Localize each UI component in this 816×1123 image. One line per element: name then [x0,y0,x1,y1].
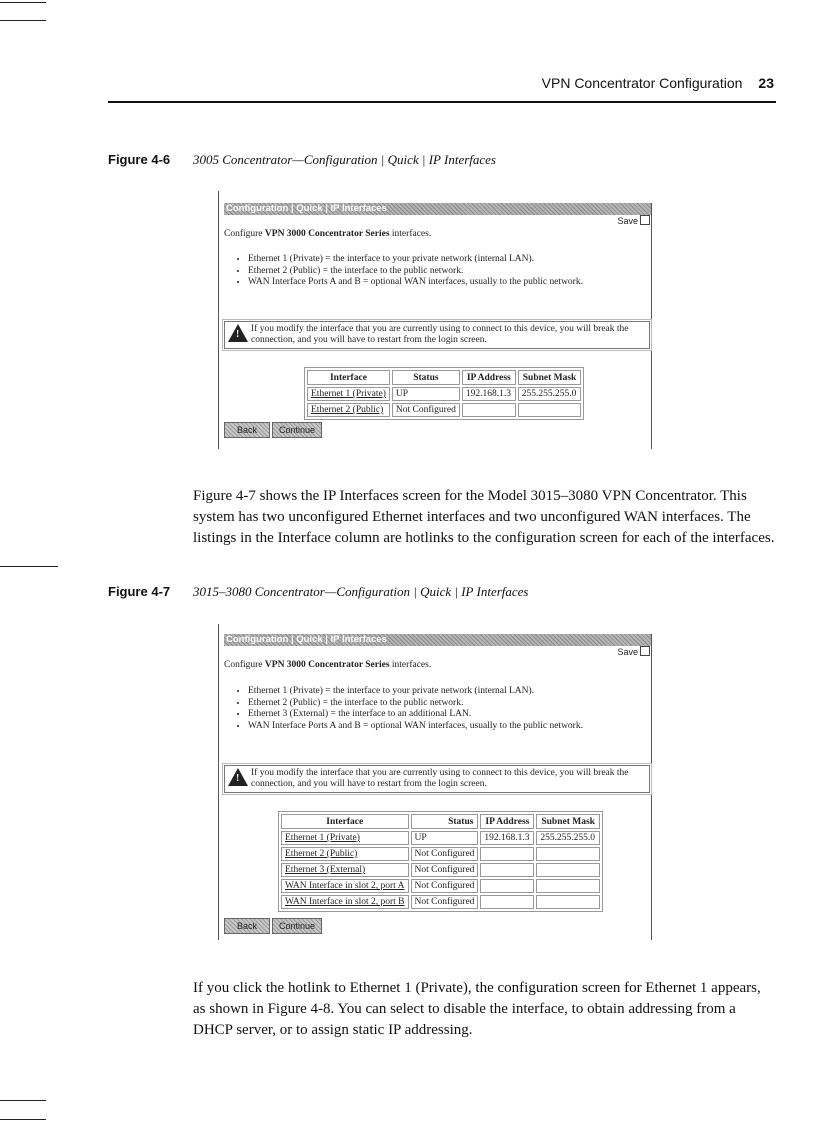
warning-box [224,321,650,349]
intro-text [224,660,431,670]
table-row [307,403,581,417]
table-row [281,847,600,861]
interface-link[interactable]: Ethernet 1 (Private) [307,387,390,401]
list-item: • Ethernet 2 (Public) = the interface to the public network. [248,698,583,710]
column-header: Subnet Mask [536,814,600,829]
list-item: • Ethernet 1 (Private) = the interface to your private network (internal LAN). [248,686,583,698]
column-header: Interface [281,814,409,829]
table-row [281,831,600,845]
disk-icon [640,646,650,656]
save-label: Save [617,647,638,657]
header-rule [108,101,776,103]
mask-cell [536,847,600,861]
save-label: Save [617,216,638,226]
intro-text [224,229,431,239]
mask-cell [536,879,600,893]
screenshot-figure-4-7 [224,634,652,940]
crop-mark [0,20,46,21]
warning-line: If you modify the interface that you are currently using to connect to this device, you will break the [251,768,629,778]
crop-mark [0,2,46,3]
intro-suffix: interfaces. [389,660,432,670]
column-header: IP Address [480,814,534,829]
interface-link[interactable]: WAN Interface in slot 2, port A [281,879,409,893]
column-header: Status [392,370,460,385]
crop-mark [0,1100,46,1101]
figure-label: Figure 4-6 [108,152,171,167]
ip-cell [480,895,534,909]
mask-cell: 255.255.255.0 [536,831,600,845]
column-header: Interface [307,370,390,385]
title-bar: Configuration | Quick | IP Interfaces [224,203,652,215]
screenshot-figure-4-6 [224,203,652,449]
table-row [281,895,600,909]
interface-link[interactable]: Ethernet 3 (External) [281,863,409,877]
interfaces-table [304,367,584,420]
back-button[interactable]: Back [224,422,270,438]
table-row [307,387,581,401]
intro-bold: VPN 3000 Concentrator Series [264,660,390,670]
ip-cell: 192.168.1.3 [462,387,516,401]
status-cell: UP [411,831,479,845]
intro-bold: VPN 3000 Concentrator Series [264,229,390,239]
status-cell: Not Configured [411,863,479,877]
interface-link[interactable]: Ethernet 2 (Public) [307,403,390,417]
interface-list [234,686,583,732]
list-item: • Ethernet 1 (Private) = the interface to your private network (internal LAN). [248,254,583,266]
status-cell: Not Configured [411,895,479,909]
status-cell: Not Configured [411,879,479,893]
warning-icon: ! [228,768,248,786]
figure-caption-4-7 [108,584,529,600]
body-paragraph: Figure 4-7 shows the IP Interfaces screen for the Model 3015–3080 VPN Concentrator. This system has two unconfigured Ethernet interfaces and two unconfigured WAN interfaces. The listings in the Interface column are hotlinks to the configuration screen for each of the interfaces. [193,488,775,546]
crop-mark [0,1119,46,1120]
interface-link[interactable]: Ethernet 1 (Private) [281,831,409,845]
figure-label: Figure 4-7 [108,584,171,599]
save-button[interactable] [617,215,650,226]
back-button[interactable]: Back [224,918,270,934]
interface-list [234,254,583,289]
intro-prefix: Configure [224,229,265,239]
ip-cell [462,403,516,417]
table-row [281,863,600,877]
ip-cell [480,879,534,893]
list-item: • WAN Interface Ports A and B = optional WAN interfaces, usually to the public network. [248,277,583,289]
status-cell: Not Configured [392,403,460,417]
mask-cell [536,863,600,877]
column-header: Status [411,814,479,829]
continue-button[interactable]: Continue [272,918,322,934]
warning-box [224,765,650,793]
ip-cell [480,847,534,861]
interface-link[interactable]: Ethernet 2 (Public) [281,847,409,861]
mask-cell: 255.255.255.0 [518,387,582,401]
mask-cell [536,895,600,909]
section-title: VPN Concentrator Configuration [541,75,743,91]
page-number: 23 [758,75,774,91]
ip-cell: 192.168.1.3 [480,831,534,845]
list-item: • Ethernet 3 (External) = the interface to an additional LAN. [248,709,583,721]
interfaces-table [278,811,603,912]
warning-line: connection, and you will have to restart from the login screen. [251,779,487,789]
save-button[interactable] [617,646,650,657]
intro-suffix: interfaces. [389,229,432,239]
table-row [281,879,600,893]
ip-cell [480,863,534,877]
figure-caption: 3005 Concentrator—Configuration | Quick | IP Interfaces [193,152,496,167]
list-item: • WAN Interface Ports A and B = optional WAN interfaces, usually to the public network. [248,721,583,733]
status-cell: Not Configured [411,847,479,861]
title-bar: Configuration | Quick | IP Interfaces [224,634,652,646]
warning-icon: ! [228,324,248,342]
interface-link[interactable]: WAN Interface in slot 2, port B [281,895,409,909]
status-cell: UP [392,387,460,401]
crop-mark [0,566,58,567]
list-item: • Ethernet 2 (Public) = the interface to the public network. [248,266,583,278]
disk-icon [640,215,650,225]
column-header: IP Address [462,370,516,385]
figure-caption-4-6 [108,152,496,168]
body-paragraph: If you click the hotlink to Ethernet 1 (Private), the configuration screen for Ethernet 1 appears, as shown in Figure 4-8. You can select to disable the interface, to obtain addressing from a DHCP server, or to assign static IP addressing. [193,980,761,1038]
figure-caption: 3015–3080 Concentrator—Configuration | Quick | IP Interfaces [193,584,529,599]
warning-line: connection, and you will have to restart from the login screen. [251,335,487,345]
column-header: Subnet Mask [518,370,582,385]
warning-line: If you modify the interface that you are currently using to connect to this device, you will break the [251,324,629,334]
mask-cell [518,403,582,417]
running-header [542,75,774,91]
continue-button[interactable]: Continue [272,422,322,438]
intro-prefix: Configure [224,660,265,670]
